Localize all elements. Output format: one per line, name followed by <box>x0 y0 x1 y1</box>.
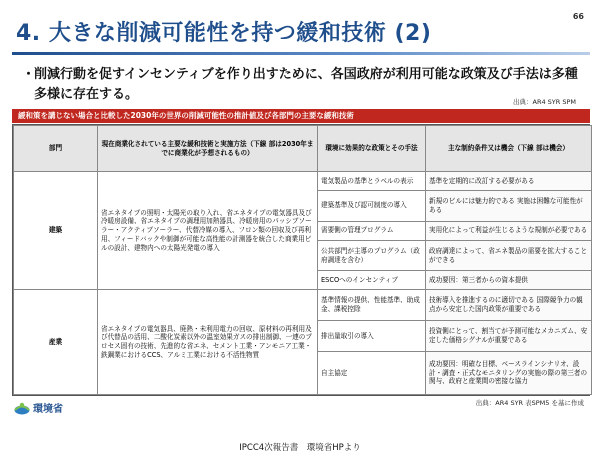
source-note-bottom: 出典：AR4 SYR 表SPM5 を基に作成 <box>475 399 584 407</box>
condition-cell: 政府調達によって、省エネ製品の需要を拡大することができる <box>426 240 592 271</box>
tech-industry: 省エネタイプの電気器具、廃熱・未利用電力の回収、原材料の再利用及び代替品の活用、二酸化炭素以外の温室効果ガスの排出制御、一連のプロセス固有の技術、先進的な省エネ、セメント工業・アンモニア工業・鉄鋼業におけるCCS、アルミ工業における不活性物質 <box>98 290 318 395</box>
policy-cell: 電気製品の基準とラベルの表示 <box>318 172 426 191</box>
table-row <box>14 290 592 321</box>
policy-cell: 基準情報の提供、性能基準、助成金、課税控除 <box>318 290 426 321</box>
source-note-top: 出典：AR4 SYR SPM <box>513 98 576 106</box>
title-underline <box>12 52 590 55</box>
ministry-logo <box>14 400 63 415</box>
condition-cell: 成功要因：第三者からの資本提供 <box>426 271 592 290</box>
policy-cell: ESCOへのインセンティブ <box>318 271 426 290</box>
policy-cell: 需要側の管理プログラム <box>318 221 426 240</box>
ministry-logo-icon <box>14 401 30 415</box>
bullet-point <box>22 65 582 105</box>
header-policy: 環境に効果的な政策とその手法 <box>318 126 426 172</box>
condition-cell: 成功要因：明確な目標、ベースラインシナリオ、設計・調査・正式なモニタリングの実施の際の第三者の関与、政府と産業間の密接な協力 <box>426 352 592 395</box>
condition-cell: 投資側にとって、割当てが予測可能なメカニズム、安定した価格シグナルが重要である <box>426 321 592 352</box>
table-row <box>14 172 592 191</box>
policy-cell: 建築基準及び認可制度の導入 <box>318 190 426 221</box>
bullet-text: 削減行動を促すインセンティブを作り出すために、各国政府が利用可能な政策及び手法は多種多様に存在する。 <box>34 67 578 102</box>
image-caption: IPCC4次報告書 環境省HPより <box>239 443 361 453</box>
header-sector: 部門 <box>14 126 98 172</box>
sector-industry: 産業 <box>14 290 98 395</box>
policy-cell: 公共部門が主導のプログラム（政府調達を含む） <box>318 240 426 271</box>
ministry-logo-text: 環境省 <box>33 404 63 415</box>
header-condition: 主な制約条件又は機会（下線 部は機会） <box>426 126 592 172</box>
table-header-row <box>14 126 592 172</box>
table-title: 緩和策を講じない場合と比較した2030年の世界の削減可能性の推計値及び各部門の主要な緩和技術 <box>12 109 590 123</box>
condition-cell: 技術導入を推進するのに適切である 国際競争力の観点から安定した国内政策が重要である <box>426 290 592 321</box>
mitigation-table <box>12 124 590 396</box>
sector-buildings: 建築 <box>14 172 98 290</box>
policy-cell: 自主協定 <box>318 352 426 395</box>
condition-cell: 基準を定期的に改訂する必要がある <box>426 172 592 191</box>
page-number: 66 <box>572 12 584 21</box>
slide-title: 4. 大きな削減可能性を持つ緩和技術 (2) <box>16 21 432 46</box>
policy-cell: 排出量取引の導入 <box>318 321 426 352</box>
condition-cell: 新規のビルには魅力的である 実施は困難な可能性がある <box>426 190 592 221</box>
tech-buildings: 省エネタイプの照明・太陽光の取り入れ、省エネタイプの電気器具及び冷暖房設備、省エネタイプの調理用加熱器具、冷暖房用のパッシブソーラー・アクティブソーラー、代替冷媒の導入、フロン類の回収及び再利用、フィードバックや制御が可能な高性能の計測器を統合した商業用ビルの設計、建物内への太陽光発電の導入 <box>98 172 318 290</box>
header-tech: 現在商業化されている主要な緩和技術と実施方法（下線 部は2030年までに商業化が予想されるもの） <box>98 126 318 172</box>
bullet-marker: ・ <box>22 67 36 82</box>
condition-cell: 実用化によって利益が生じるような規制が必要である <box>426 221 592 240</box>
